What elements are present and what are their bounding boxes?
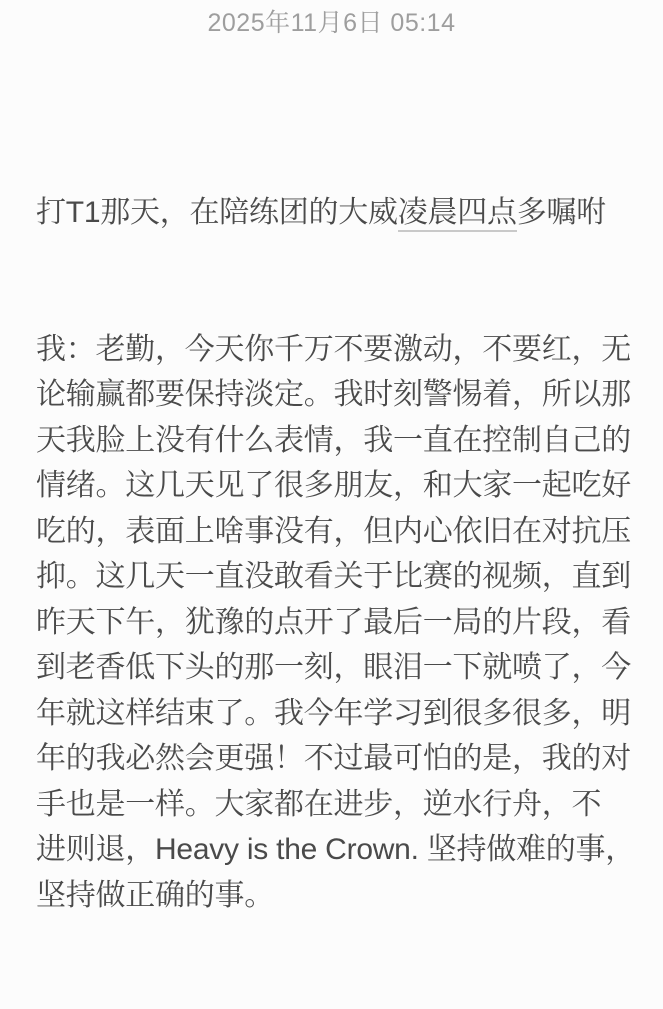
message-line1-post: 多嘱咐 (516, 196, 607, 229)
message-text (36, 99, 647, 1009)
message-line1-underlined-text: 凌晨四点 (398, 196, 517, 232)
message-line-1 (36, 190, 647, 236)
message-timestamp: 2025年11月6日 05:14 (207, 9, 456, 37)
message-body: 我：老勤，今天你千万不要激动，不要红，无 论输赢都要保持淡定。我时刻警惕着，所以那 天我脸上没有什么表情，我一直在控制自己的 情绪。这几天见了很多朋友，和大家一起吃好 吃的，表面上啥事没有，但内心依旧在对抗压 抑。这几天一直没敢看关于比赛的视频，直到 昨天下午，犹豫的点开了最后一局的片段，看 到老香低下头的那一刻，眼泪一下就喷了，今 年就这样结束了。我今年学习到很多很多，明 年的我必然会更强！不过最可怕的是，我的对 手也是一样。大家都在进步，逆水行舟，不 进则退，Heavy is the Crown. 坚持做难的事， 坚持做正确的事。 (36, 332, 636, 912)
message-line1-pre: 打T1那天，在陪练团的大威 (36, 196, 398, 229)
